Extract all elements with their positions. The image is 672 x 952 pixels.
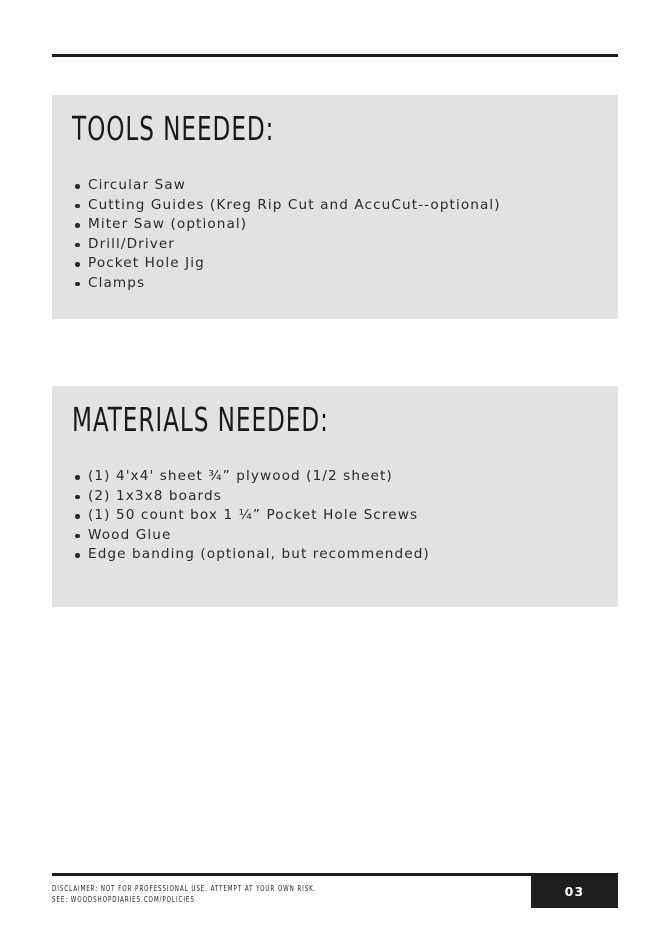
list-item: [72, 254, 598, 274]
list-item-text: (1) 4'x4' sheet ¾” plywood (1/2 sheet): [88, 468, 393, 484]
list-item-text: Edge banding (optional, but recommended): [88, 546, 430, 563]
top-divider: [52, 54, 618, 57]
tools-list: [72, 176, 598, 294]
bullet-icon: [75, 184, 80, 189]
materials-needed-panel: [52, 386, 618, 607]
list-item: [72, 545, 598, 565]
list-item-text: Circular Saw: [88, 177, 186, 193]
list-item: [72, 235, 598, 255]
list-item: [72, 196, 598, 216]
bullet-icon: [75, 475, 80, 480]
page-number: 03: [564, 883, 585, 899]
bullet-icon: [75, 534, 80, 539]
list-item: [72, 215, 598, 235]
tools-needed-heading: TOOLS NEEDED:: [72, 109, 275, 148]
list-item-text: Pocket Hole Jig: [88, 255, 205, 272]
list-item: [72, 526, 598, 546]
bullet-icon: [75, 204, 80, 209]
list-item: [72, 467, 598, 487]
bullet-icon: [75, 514, 80, 519]
policies-link[interactable]: SEE: WOODSHOPDIARIES.COM/POLICIES: [52, 895, 195, 904]
bullet-icon: [75, 243, 80, 248]
disclaimer: [52, 883, 316, 905]
list-item-text: Miter Saw (optional): [88, 216, 248, 233]
materials-needed-heading: MATERIALS NEEDED:: [72, 400, 329, 439]
list-item-text: (2) 1x3x8 boards: [88, 487, 222, 504]
list-item: [72, 274, 598, 294]
list-item-text: Cutting Guides (Kreg Rip Cut and AccuCut--optional): [88, 196, 501, 213]
list-item: [72, 506, 598, 526]
list-item-text: Wood Glue: [88, 526, 172, 543]
tools-needed-panel: [52, 95, 618, 319]
list-item: [72, 176, 598, 196]
materials-list: [72, 467, 598, 565]
bullet-icon: [75, 262, 80, 267]
bullet-icon: [75, 553, 80, 558]
page-number-badge: [531, 874, 618, 908]
bullet-icon: [75, 223, 80, 228]
list-item-text: Drill/Driver: [88, 235, 175, 252]
disclaimer-line: DISCLAIMER: NOT FOR PROFESSIONAL USE. ATTEMPT AT YOUR OWN RISK.: [52, 884, 317, 893]
bullet-icon: [75, 495, 80, 500]
bullet-icon: [75, 282, 80, 287]
list-item-text: Clamps: [88, 274, 146, 291]
list-item: [72, 487, 598, 507]
list-item-text: (1) 50 count box 1 ¼” Pocket Hole Screws: [88, 507, 419, 524]
